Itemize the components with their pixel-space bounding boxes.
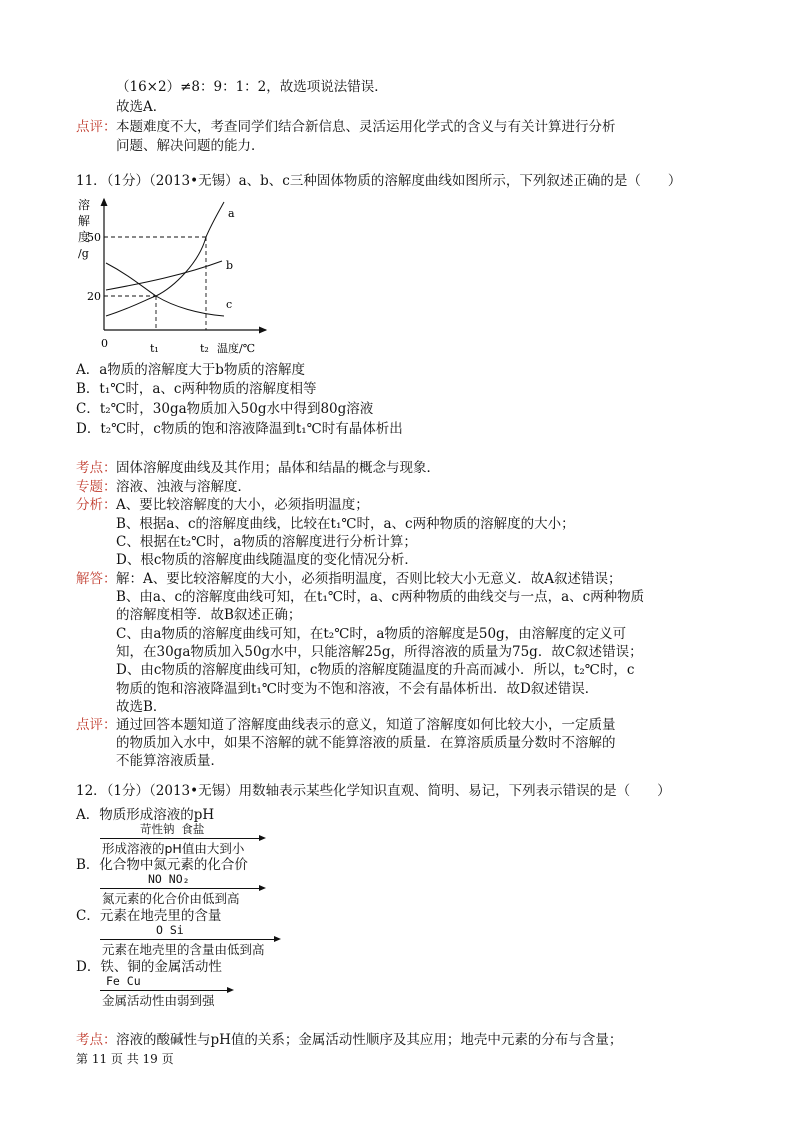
number-line-a — [100, 823, 270, 857]
q11-stem: 11．（1分）（2013•无锡）a、b、c三种固体物质的溶解度曲线如图所示，下列叙述正确的是（ ） — [76, 173, 682, 189]
solubility-graph — [74, 195, 274, 360]
q11-jieda-3: 的溶解度相等．故B叙述正确； — [116, 607, 302, 623]
q10-line2: 故选A． — [116, 99, 167, 115]
number-line-b — [100, 873, 270, 907]
q12-stem: 12．（1分）（2013•无锡）用数轴表示某些化学知识直观、简明、易记，下列表示错误的是（ ） — [76, 783, 671, 799]
q11-jieda-6: D、由c物质的溶解度曲线可知，c物质的溶解度随温度的升高而减小．所以，t₂℃时，c — [116, 662, 635, 678]
q11-kaodian: 固体溶解度曲线及其作用；晶体和结晶的概念与现象． — [116, 460, 440, 476]
q11-pingjia-2: 的物质加入水中，如果不溶解的就不能算溶液的质量．在算溶质质量分数时不溶解的 — [116, 735, 616, 751]
q10-comment-tag: 点评： — [76, 119, 117, 135]
q10-comment2: 问题、解决问题的能力． — [116, 138, 265, 154]
number-line-c-bottom: 元素在地壳里的含量由低到高 — [102, 942, 265, 957]
q11-jieda-tag: 解答： — [76, 571, 117, 587]
q11-pingjia-tag: 点评： — [76, 717, 117, 733]
number-line-d — [100, 975, 240, 1009]
q11-fenxi-4: D、根c物质的溶解度曲线随温度的变化情况分析． — [116, 552, 418, 568]
number-line-c-top: O Si — [156, 923, 184, 937]
x-axis-label: 温度/℃ — [217, 342, 256, 355]
number-line-d-top: Fe Cu — [106, 974, 141, 988]
number-line-b-bottom: 氮元素的化合价由低到高 — [102, 891, 240, 906]
q10-comment1: 本题难度不大，考查同学们结合新信息、灵活运用化学式的含义与有关计算进行分析 — [116, 119, 616, 135]
q11-option-d: D．t₂℃时，c物质的饱和溶液降温到t₁℃时有晶体析出 — [76, 421, 403, 437]
x-tick-t2: t₂ — [200, 342, 209, 355]
q11-pingjia-3: 不能算溶液质量． — [116, 753, 224, 769]
x-tick-0: 0 — [101, 337, 108, 350]
q11-pingjia-1: 通过回答本题知道了溶解度曲线表示的意义，知道了溶解度如何比较大小，一定质量 — [116, 717, 616, 733]
q11-fenxi-2: B、根据a、c的溶解度曲线，比较在t₁℃时，a、c两种物质的溶解度的大小； — [116, 516, 575, 532]
q12-kaodian: 溶液的酸碱性与pH值的关系；金属活动性顺序及其应用；地壳中元素的分布与含量； — [116, 1032, 623, 1048]
q12-option-b-label: B．化合物中氮元素的化合价 — [76, 857, 248, 873]
page-footer: 第 11 页 共 19 页 — [76, 1052, 174, 1066]
q12-kaodian-tag: 考点： — [76, 1032, 117, 1048]
q11-jieda-4: C、由a物质的溶解度曲线可知，在t₂℃时，a物质的溶解度是50g，由溶解度的定义可 — [116, 626, 627, 642]
q11-jieda-2: B、由a、c的溶解度曲线可知，在t₁℃时，a、c两种物质的曲线交与一点，a、c两种物质 — [116, 589, 645, 605]
q11-zhuanti: 溶液、浊液与溶解度． — [116, 479, 251, 495]
y-axis-label-4: /g — [78, 247, 89, 260]
number-line-c — [100, 924, 285, 958]
number-line-b-top: NO NO₂ — [148, 872, 190, 886]
curve-label-c: c — [226, 298, 233, 311]
q11-zhuanti-tag: 专题： — [76, 479, 117, 495]
number-line-a-bottom: 形成溶液的pH值由大到小 — [102, 841, 245, 856]
q11-fenxi-3: C、根据在t₂℃时，a物质的溶解度进行分析计算； — [116, 534, 417, 550]
q11-jieda-7: 物质的饱和溶液降温到t₁℃时变为不饱和溶液，不会有晶体析出．故D叙述错误． — [116, 681, 599, 697]
q11-option-a: A．a物质的溶解度大于b物质的溶解度 — [76, 362, 305, 378]
q11-kaodian-tag: 考点： — [76, 460, 117, 476]
curve-label-a: a — [228, 207, 235, 220]
q12-option-c-label: C．元素在地壳里的含量 — [76, 908, 222, 924]
curve-label-b: b — [226, 259, 234, 272]
y-axis-label-2: 解 — [78, 214, 91, 228]
q11-jieda-5: 知，在30ga物质加入50g水中，只能溶解25g，所得溶液的质量为75g．故C叙述错误； — [116, 644, 643, 660]
curve-b — [106, 261, 222, 290]
y-axis-label-3: 度 — [78, 230, 91, 244]
y-tick-20: 20 — [87, 290, 101, 303]
q11-jieda-8: 故选B． — [116, 699, 167, 715]
q12-option-d-label: D．铁、铜的金属活动性 — [76, 959, 222, 975]
y-tick-50: 50 — [87, 231, 101, 244]
q10-line1: （16×2）≠8：9：1：2，故选项说法错误． — [116, 79, 388, 95]
number-line-a-top: 苛性钠 食盐 — [140, 822, 205, 836]
y-axis-label-1: 溶 — [78, 198, 91, 212]
q12-option-a-label: A．物质形成溶液的pH — [76, 807, 215, 823]
number-line-d-bottom: 金属活动性由弱到强 — [102, 993, 215, 1008]
q11-option-c: C．t₂℃时，30ga物质加入50g水中得到80g溶液 — [76, 401, 374, 417]
q11-option-b: B．t₁℃时，a、c两种物质的溶解度相等 — [76, 381, 317, 397]
q11-fenxi-tag: 分析： — [76, 497, 117, 513]
q11-fenxi-1: A、要比较溶解度的大小，必须指明温度； — [116, 497, 369, 513]
q11-jieda-1: 解：A、要比较溶解度的大小，必须指明温度，否则比较大小无意义．故A叙述错误； — [116, 571, 622, 587]
x-tick-t1: t₁ — [150, 342, 159, 355]
